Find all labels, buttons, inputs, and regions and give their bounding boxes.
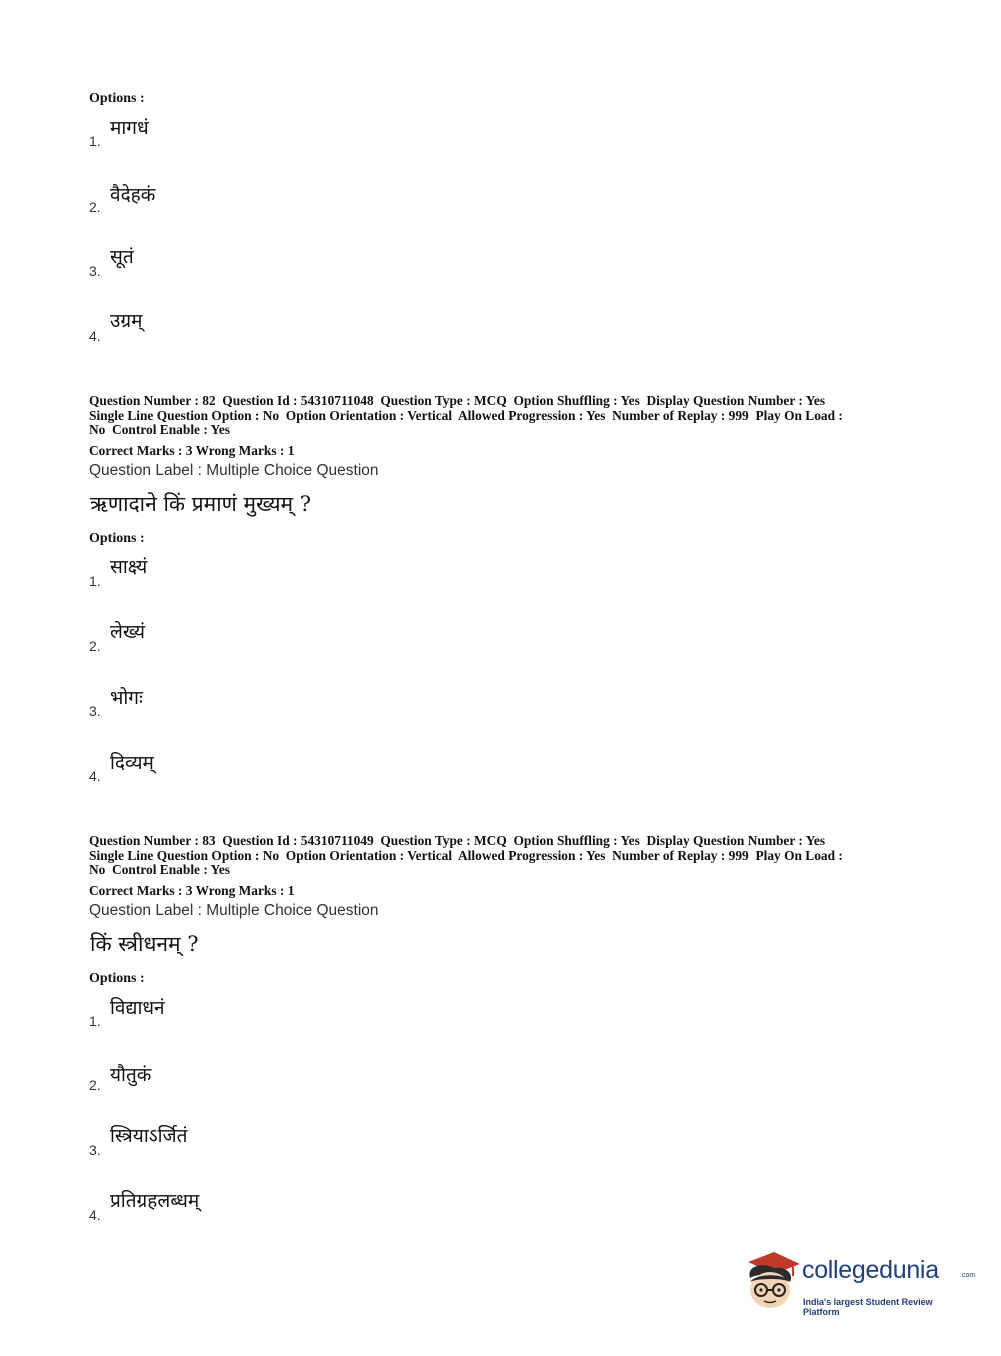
logo-wordmark: collegedunia [802,1256,939,1284]
question-marks: Correct Marks : 3 Wrong Marks : 1 [89,883,295,898]
option-text-2: लेख्यं [110,621,146,643]
logo-domain: .com [960,1272,976,1279]
option-number-1: 1. [89,133,101,149]
collegedunia-logo[interactable] [740,1248,976,1317]
option-number-1: 1. [89,573,101,589]
option-text-3: स्त्रियाऽर्जितं [110,1125,188,1147]
option-text-1: साक्ष्यं [110,556,148,578]
option-text-3: सूतं [110,246,134,268]
question-marks: Correct Marks : 3 Wrong Marks : 1 [89,443,295,458]
option-number-3: 3. [89,1142,101,1158]
question-meta: Question Number : 82 Question Id : 54310711048 Question Type : MCQ Option Shuffling : Yes Display Question Number : Yes Single Line Question Option : No Option Orientation : Vertical Allowed Progression : Yes Number of Replay : 999 Play On Load : No Control Enable : Yes [89,393,843,438]
mascot-icon [740,1248,802,1312]
logo-tagline: India's largest Student Review Platform [803,1297,933,1317]
question-meta: Question Number : 83 Question Id : 54310711049 Question Type : MCQ Option Shuffling : Yes Display Question Number : Yes Single Line Question Option : No Option Orientation : Vertical Allowed Progression : Yes Number of Replay : 999 Play On Load : No Control Enable : Yes [89,833,843,878]
option-number-4: 4. [89,328,101,344]
options-heading: Options : [89,91,145,106]
option-number-2: 2. [89,199,101,215]
options-heading: Options : [89,531,145,546]
option-text-4: प्रतिग्रहलब्धम् [110,1190,200,1212]
question-text: ऋणादाने किं प्रमाणं मुख्यम् ? [90,492,312,516]
options-heading: Options : [89,971,145,986]
option-number-2: 2. [89,1077,101,1093]
option-number-4: 4. [89,768,101,784]
question-label: Question Label : Multiple Choice Question [89,902,379,919]
option-text-1: मागधं [110,117,149,139]
option-text-1: विद्याधनं [110,997,165,1019]
option-text-3: भोगः [110,687,143,709]
option-number-2: 2. [89,638,101,654]
option-text-2: यौतुकं [110,1064,152,1086]
option-text-4: दिव्यम् [110,752,154,774]
question-label: Question Label : Multiple Choice Question [89,462,379,479]
option-text-4: उग्रम् [110,310,143,332]
option-number-3: 3. [89,703,101,719]
option-number-4: 4. [89,1207,101,1223]
option-number-3: 3. [89,263,101,279]
option-text-2: वैदेहकं [110,184,156,206]
option-number-1: 1. [89,1013,101,1029]
question-text: किं स्त्रीधनम् ? [90,932,199,956]
